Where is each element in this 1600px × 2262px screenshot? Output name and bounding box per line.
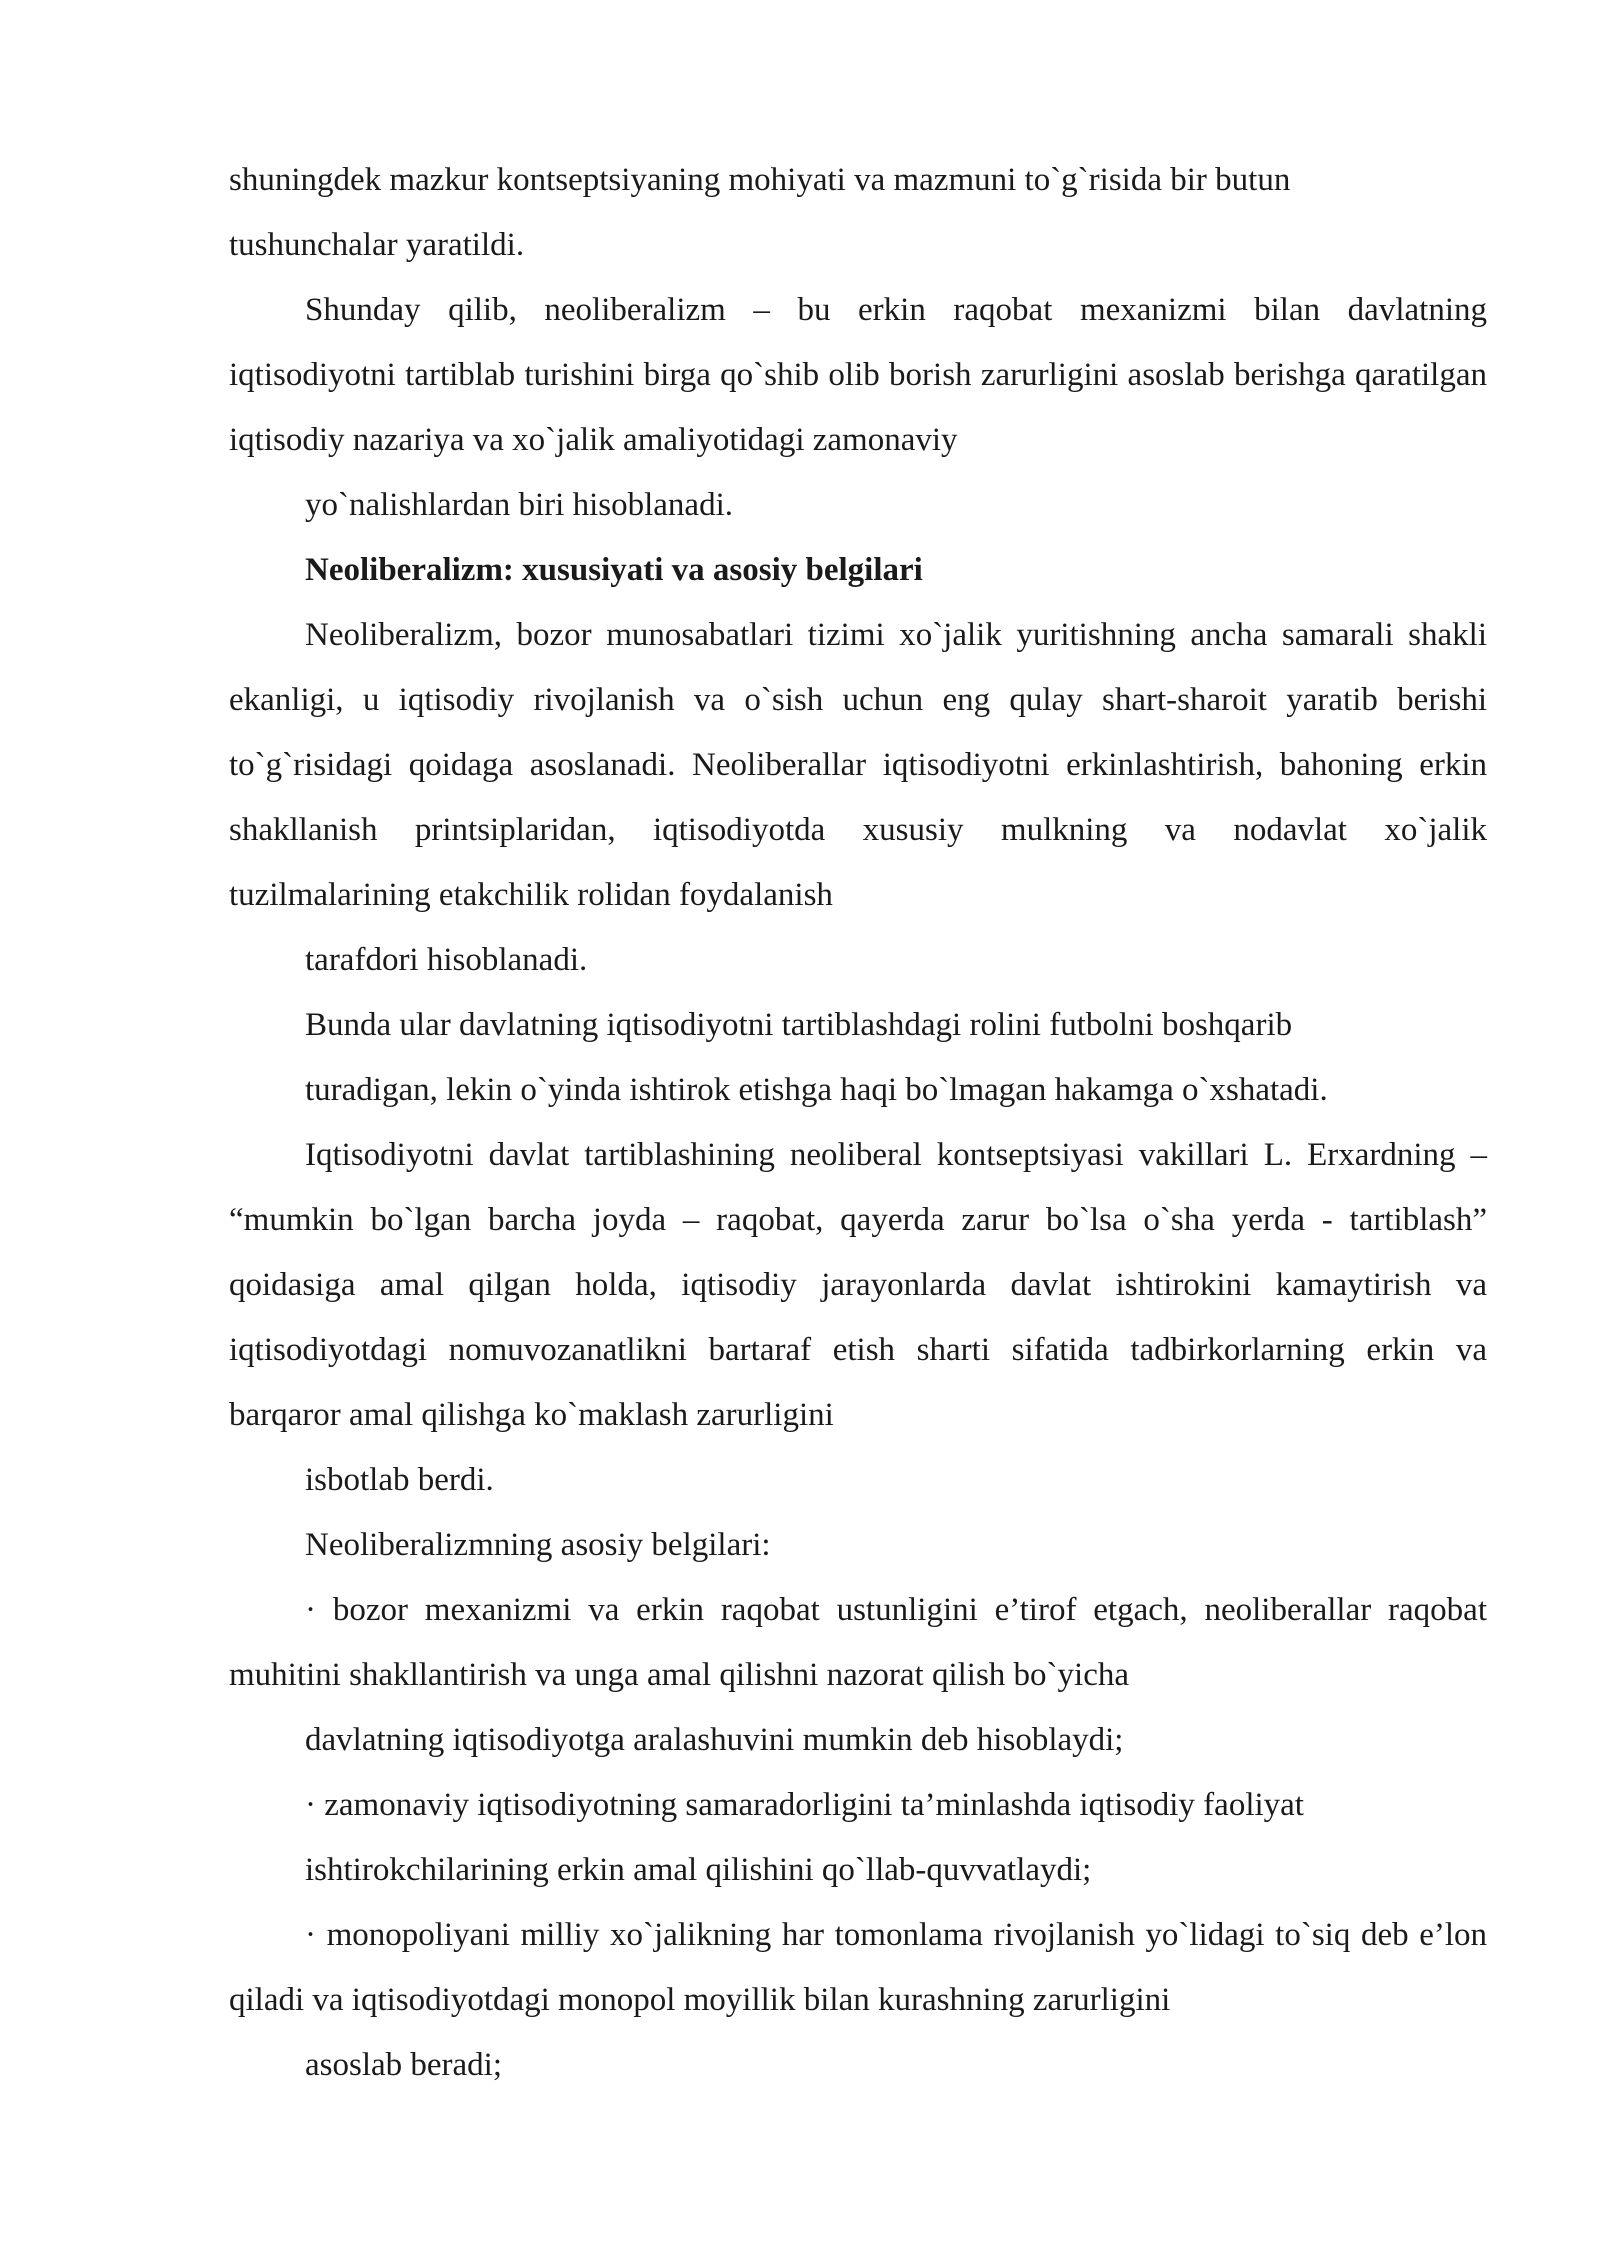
paragraph-lead-lines: Iqtisodiyotni davlat tartiblashining neoliberal kontseptsiyasi vakillari L. Erxardning – “mumkin bo`lgan barcha joyda – raqobat, qayerda zarur bo`lsa o`sha yerda - tartiblash” qoidasiga amal qilgan holda, iqtisodiy jarayonlarda davlat ishtirokini kamaytirish va iqtisodiyotdagi nomuvozanatlikni bartaraf etish sharti sifatida tadbirkorlarning erkin va barqaror amal qilishga ko`maklash zarurligini [229,1137,1487,1433]
bullet-item [229,1773,1487,1903]
paragraph-last-line: turadigan, lekin o`yinda ishtirok etishga haqi bo`lmagan hakamga o`xshatadi. [305,1072,1328,1108]
paragraph-last-line: isbotlab berdi. [305,1462,494,1498]
body-text [229,148,1487,2098]
paragraph-market-relations [229,603,1487,993]
paragraph-last-line: asoslab beradi; [305,2047,503,2083]
paragraph-lead-lines: Bunda ular davlatning iqtisodiyotni tartiblashdagi rolini futbolni boshqarib [305,1007,1293,1043]
paragraph-lead-lines: Neoliberalizm, bozor munosabatlari tizimi xo`jalik yuritishning ancha samarali shakli ekanligi, u iqtisodiy rivojlanish va o`sish uchun eng qulay shart-sharoit yaratib berishi to`g`risidagi qoidaga asoslanadi. Neoliberallar iqtisodiyotni erkinlashtirish, bahoning erkin shakllanish printsiplaridan, iqtisodiyotda xususiy mulkning va nodavlat xo`jalik tuzilmalarining etakchilik rolidan foydalanish [229,617,1487,913]
paragraph-referee-analogy [229,993,1487,1123]
list-intro: Neoliberalizmning asosiy belgilari: [305,1527,771,1563]
section-heading: Neoliberalizm: xususiyati va asosiy belgilari [305,552,923,588]
paragraph-last-line: ishtirokchilarining erkin amal qilishini qo`llab-quvvatlaydi; [305,1852,1092,1888]
paragraph-lead-lines: · zamonaviy iqtisodiyotning samaradorligini ta’minlashda iqtisodiy faoliyat [305,1787,1304,1823]
paragraph-erhard-concept [229,1123,1487,1513]
paragraph-continuation [229,148,1487,278]
paragraph-lead-lines: · monopoliyani milliy xo`jalikning har tomonlama rivojlanish yo`lidagi to`siq deb e’lon qiladi va iqtisodiyotdagi monopol moyillik bilan kurashning zarurligini [229,1917,1487,2018]
paragraph-last-line: tarafdori hisoblanadi. [305,942,588,978]
paragraph-lead-lines: Shunday qilib, neoliberalizm – bu erkin raqobat mexanizmi bilan davlatning iqtisodiyotni tartiblab turishini birga qo`shib olib borish zarurligini asoslab berishga qaratilgan iqtisodiy nazariya va xo`jalik amaliyotidagi zamonaviy [229,292,1487,458]
paragraph-last-line: tushunchalar yaratildi. [229,227,525,263]
paragraph-lead-lines: shuningdek mazkur kontseptsiyaning mohiyati va mazmuni to`g`risida bir butun [229,162,1291,198]
bullet-item [229,1903,1487,2098]
paragraph-lead-lines: · bozor mexanizmi va erkin raqobat ustunligini e’tirof etgach, neoliberallar raqobat muhitini shakllantirish va unga amal qilishni nazorat qilish bo`yicha [229,1592,1487,1693]
paragraph-last-line: davlatning iqtisodiyotga aralashuvini mumkin deb hisoblaydi; [305,1722,1124,1758]
paragraph-neoliberalism-definition [229,278,1487,538]
paragraph-last-line: yo`nalishlardan biri hisoblanadi. [305,487,733,523]
bullet-item [229,1578,1487,1773]
